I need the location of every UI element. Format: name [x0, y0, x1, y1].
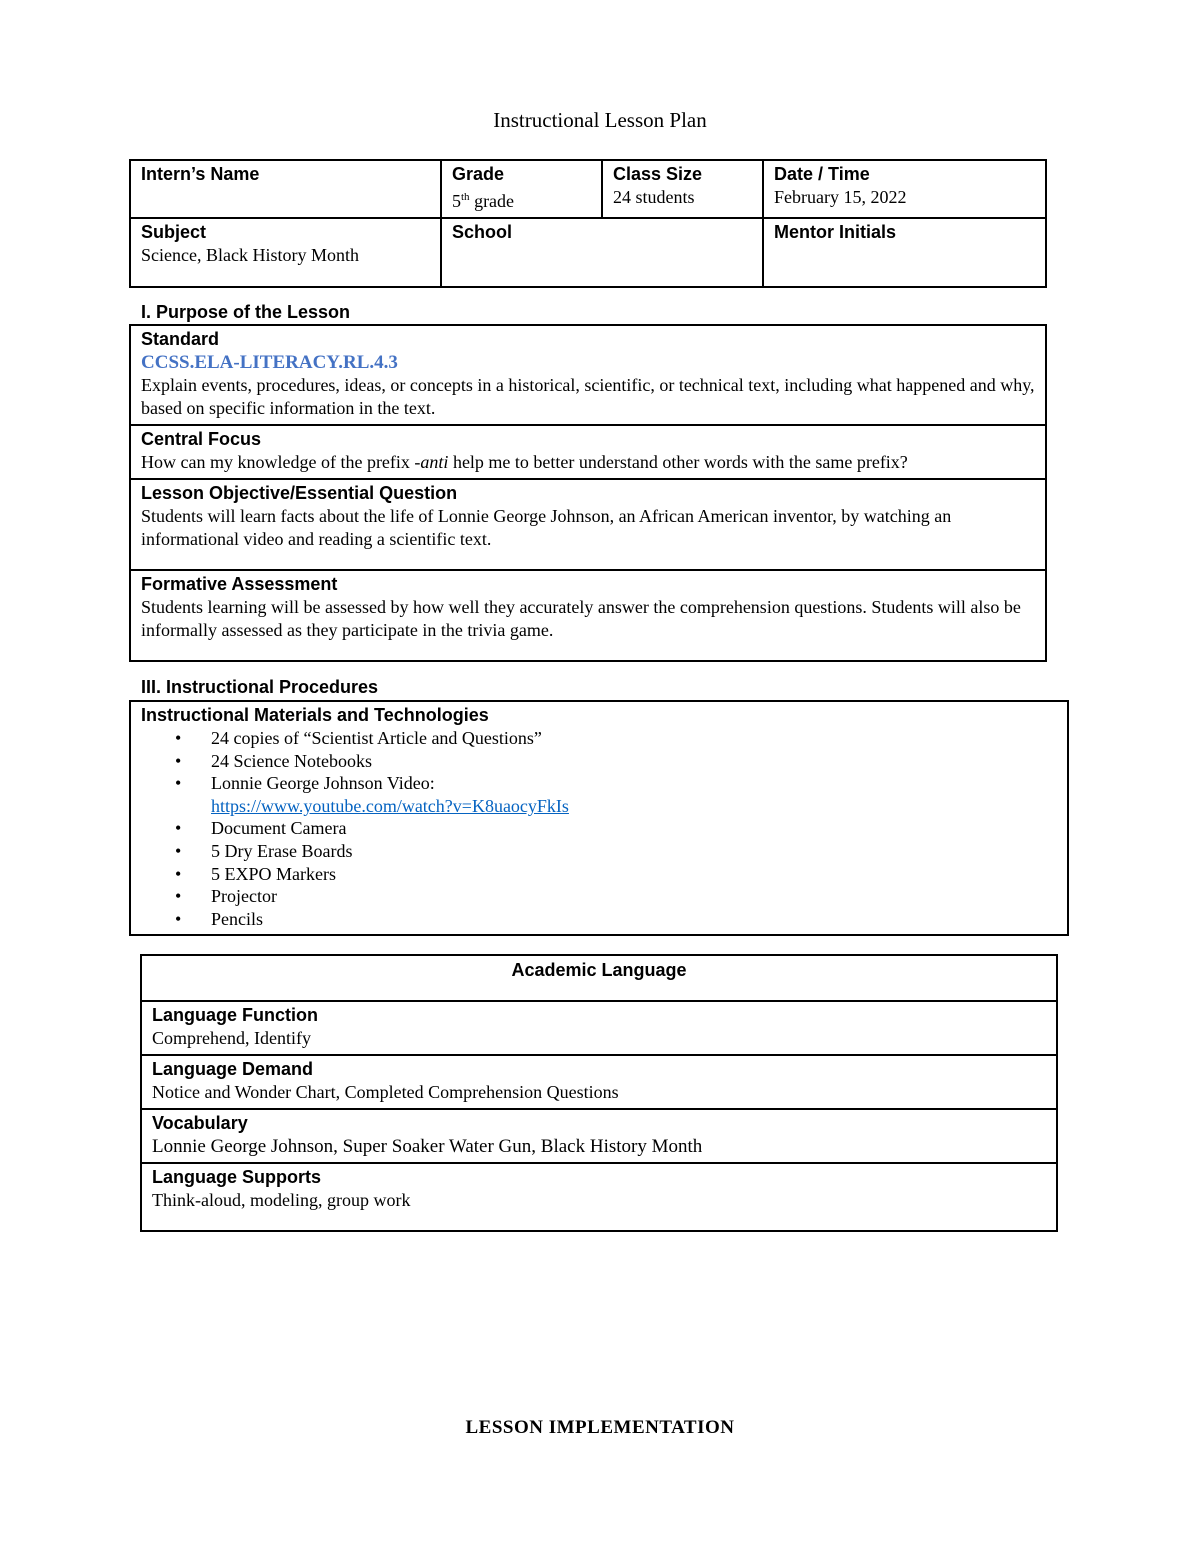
central-focus-cell: [130, 425, 1046, 479]
page-title: Instructional Lesson Plan: [493, 108, 707, 132]
item-text: 24 Science Notebooks: [211, 750, 372, 771]
standard-text: Explain events, procedures, ideas, or concepts in a historical, scientific, or technical text, including what happened and why, based on specific information in the text.: [141, 375, 1035, 418]
class-size-cell: [602, 160, 763, 218]
mentor-label: Mentor Initials: [774, 222, 897, 242]
materials-label: Instructional Materials and Technologies: [141, 705, 489, 725]
intern-name-cell: [130, 160, 441, 218]
language-demand-cell: [141, 1055, 1057, 1109]
language-supports-label: Language Supports: [152, 1167, 322, 1187]
bullet: •: [175, 863, 182, 884]
objective-text: Students will learn facts about the life of Lonnie George Johnson, an African American inventor, by watching an informational video and reading a scientific text.: [141, 506, 952, 549]
purpose-heading: I. Purpose of the Lesson: [141, 302, 351, 322]
materials-table: [129, 700, 1069, 936]
subject-label: Subject: [141, 222, 207, 242]
intern-name-label: Intern’s Name: [141, 164, 260, 184]
assessment-cell: [130, 570, 1046, 661]
vocabulary-label: Vocabulary: [152, 1113, 248, 1133]
academic-language-title: Academic Language: [511, 960, 687, 980]
grade-label: Grade: [452, 164, 505, 184]
date-cell: [763, 160, 1046, 218]
standard-label: Standard: [141, 329, 220, 349]
bullet: •: [175, 728, 182, 748]
subject-value: Science, Black History Month: [141, 245, 359, 265]
class-size-value: 24 students: [613, 187, 695, 207]
bullet: •: [175, 840, 182, 861]
bullet: •: [175, 908, 182, 929]
list-item: [175, 908, 1057, 931]
academic-language-table: [140, 954, 1058, 1232]
item-text: 5 EXPO Markers: [211, 863, 336, 884]
video-link[interactable]: https://www.youtube.com/watch?v=K8uaocyFkIs: [211, 795, 569, 816]
grade-cell: [441, 160, 602, 218]
assessment-text: Students learning will be assessed by how well they accurately answer the comprehension questions. Students will also be informally assessed as they participate in the trivia game.: [141, 597, 1021, 640]
vocabulary-cell: [141, 1109, 1057, 1163]
item-text: Projector: [211, 886, 277, 907]
objective-label: Lesson Objective/Essential Question: [141, 483, 458, 503]
language-function-value: Comprehend, Identify: [152, 1028, 311, 1048]
list-item: [175, 772, 1057, 817]
materials-cell: [130, 701, 1068, 935]
item-text: 5 Dry Erase Boards: [211, 840, 353, 861]
bullet: •: [175, 886, 182, 907]
list-item: [175, 817, 1057, 840]
list-item: [175, 727, 1057, 750]
school-cell: [441, 218, 763, 287]
subject-cell: [130, 218, 441, 287]
language-function-cell: [141, 1001, 1057, 1055]
bullet: •: [175, 773, 182, 794]
grade-number: 5: [452, 191, 461, 211]
assessment-label: Formative Assessment: [141, 574, 338, 594]
central-focus-text-a: How can my knowledge of the prefix -: [141, 452, 421, 472]
date-label: Date / Time: [774, 164, 870, 184]
class-size-label: Class Size: [613, 164, 703, 184]
objective-cell: [130, 479, 1046, 570]
item-text: 24 copies of “Scientist Article and Questions”: [211, 728, 542, 748]
item-text: Document Camera: [211, 818, 347, 839]
footer-heading: LESSON IMPLEMENTATION: [465, 1417, 735, 1438]
purpose-table: [129, 324, 1047, 662]
standard-cell: [130, 325, 1046, 425]
central-focus-text-b: help me to better understand other words with the same prefix?: [448, 452, 908, 472]
central-focus-label: Central Focus: [141, 429, 262, 449]
list-item: [175, 750, 1057, 773]
standard-code: CCSS.ELA-LITERACY.RL.4.3: [141, 352, 398, 373]
item-text: Lonnie George Johnson Video:: [211, 773, 435, 794]
language-demand-label: Language Demand: [152, 1059, 314, 1079]
school-label: School: [452, 222, 513, 242]
language-supports-cell: [141, 1163, 1057, 1231]
academic-language-title-cell: [141, 955, 1057, 1001]
grade-suffix: grade: [469, 191, 515, 211]
central-focus-text: [141, 451, 1035, 474]
list-item: [175, 840, 1057, 863]
grade-value: [452, 186, 591, 213]
header-table: [129, 159, 1047, 288]
list-item: [175, 885, 1057, 908]
bullet: •: [175, 750, 182, 771]
procedures-heading: III. Instructional Procedures: [141, 677, 379, 697]
item-text: Pencils: [211, 908, 263, 929]
vocabulary-value: Lonnie George Johnson, Super Soaker Water Gun, Black History Month: [152, 1136, 703, 1157]
mentor-cell: [763, 218, 1046, 287]
language-function-label: Language Function: [152, 1005, 318, 1025]
bullet: •: [175, 818, 182, 839]
materials-list: [141, 727, 1057, 930]
language-supports-value: Think-aloud, modeling, group work: [152, 1190, 411, 1210]
central-focus-prefix: anti: [420, 452, 449, 472]
date-value: February 15, 2022: [774, 187, 907, 207]
list-item: [175, 863, 1057, 886]
language-demand-value: Notice and Wonder Chart, Completed Comprehension Questions: [152, 1082, 619, 1102]
grade-ordinal: th: [461, 191, 470, 203]
